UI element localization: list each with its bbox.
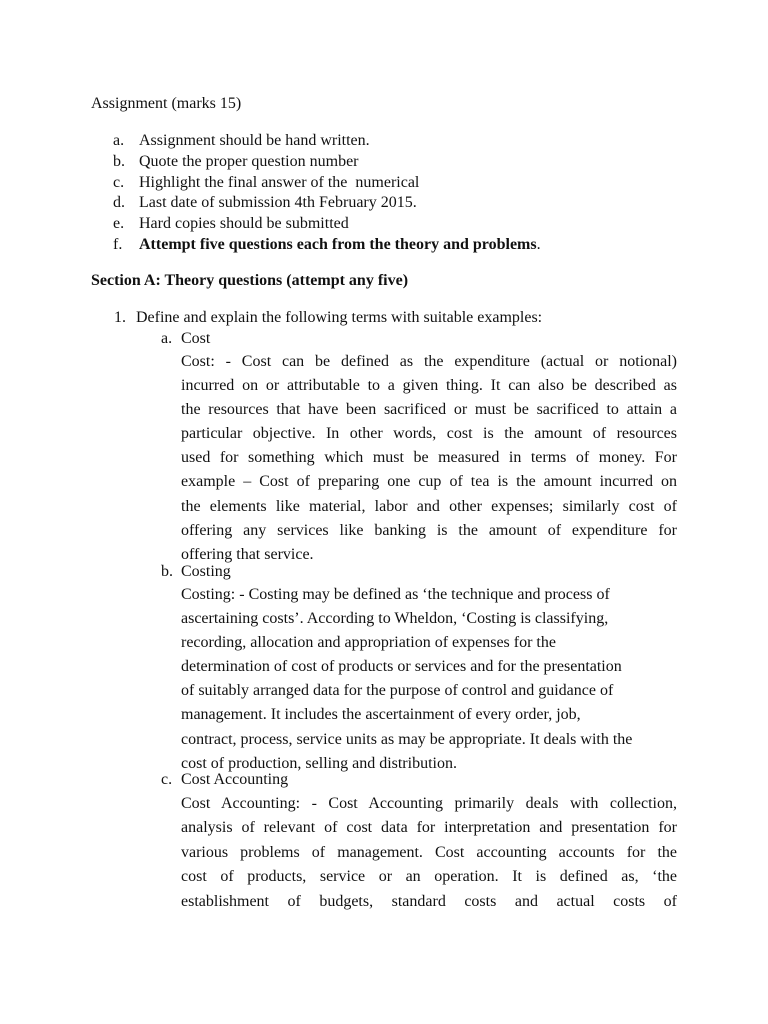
question-1 (114, 309, 542, 327)
question-text: Define and explain the following terms with suitable examples: (136, 309, 543, 326)
paragraph-line: recording, allocation and appropriation of expenses for the (181, 634, 556, 652)
paragraph-line: the elements like material, labor and other expenses; similarly cost of (181, 497, 677, 515)
paragraph-line: the resources that have been sacrificed or must be sacrificed to attain a (181, 401, 677, 419)
list-marker: b. (161, 563, 173, 580)
list-marker: c. (113, 173, 125, 191)
instruction-item (91, 193, 541, 214)
paragraph-line: particular objective. In other words, cost is the amount of resources (181, 425, 677, 443)
list-marker: a. (161, 330, 173, 347)
subitem-heading-costing (161, 563, 231, 581)
subitem-title: Cost (181, 330, 211, 347)
subitem-heading-cost-accounting (161, 771, 288, 789)
list-marker: f. (113, 235, 123, 253)
costing-paragraph (181, 583, 677, 776)
paragraph-line: contract, process, service units as may be appropriate. It deals with the (181, 730, 633, 748)
list-marker: c. (161, 771, 173, 788)
paragraph-line: determination of cost of products or services and for the presentation (181, 658, 622, 676)
paragraph-line: of suitably arranged data for the purpose of control and guidance of (181, 682, 614, 700)
instruction-text: Attempt five questions each from the theory and problems (139, 235, 537, 253)
instruction-item (91, 131, 541, 152)
instruction-item (91, 152, 541, 173)
subitem-title: Costing (181, 563, 231, 580)
section-heading: Section A: Theory questions (attempt any five) (91, 272, 409, 289)
paragraph-line: Costing: - Costing may be defined as ‘the technique and process of (181, 586, 610, 603)
instruction-text: Hard copies should be submitted (139, 215, 349, 233)
instruction-text: Highlight the final answer of the numerical (139, 173, 420, 191)
paragraph-line: Cost Accounting: - Cost Accounting primarily deals with collection, (181, 795, 677, 812)
assignment-title: Assignment (marks 15) (91, 95, 242, 112)
cost-accounting-paragraph (181, 792, 677, 914)
instruction-text: Quote the proper question number (139, 152, 359, 170)
instruction-text: Assignment should be hand written. (139, 132, 370, 149)
paragraph-line: ascertaining costs’. According to Wheldon, ‘Costing is classifying, (181, 610, 609, 628)
paragraph-line: Cost: - Cost can be defined as the expenditure (actual or notional) (181, 353, 677, 370)
instruction-item (91, 235, 541, 256)
paragraph-line: various problems of management. Cost accounting accounts for the (181, 843, 677, 861)
instruction-suffix: . (536, 235, 541, 253)
instruction-item (91, 173, 541, 194)
list-marker: e. (113, 215, 125, 233)
question-number: 1. (114, 309, 126, 326)
list-marker: d. (113, 194, 125, 212)
paragraph-line: analysis of relevant of cost data for interpretation and presentation for (181, 819, 677, 837)
paragraph-line: offering that service. (181, 545, 314, 563)
subitem-title: Cost Accounting (181, 771, 289, 788)
paragraph-line: cost of products, service or an operation. It is defined as, ‘the (181, 868, 677, 886)
paragraph-line: example – Cost of preparing one cup of tea is the amount incurred on (181, 473, 677, 491)
paragraph-line: used for something which must be measured in terms of money. For (181, 449, 677, 467)
instruction-list (91, 131, 541, 256)
cost-paragraph (181, 350, 677, 567)
paragraph-line: incurred on or attributable to a given thing. It can also be described as (181, 377, 677, 395)
list-marker: a. (113, 132, 125, 149)
instruction-item (91, 214, 541, 235)
paragraph-line: establishment of budgets, standard costs and actual costs of (181, 892, 677, 910)
subitem-heading-cost (161, 330, 210, 348)
list-marker: b. (113, 152, 125, 170)
paragraph-line: management. It includes the ascertainment of every order, job, (181, 706, 581, 724)
instruction-text: Last date of submission 4th February 2015. (139, 194, 417, 212)
paragraph-line: offering any services like banking is the amount of expenditure for (181, 521, 677, 539)
paragraph-line: cost of production, selling and distribution. (181, 754, 457, 772)
